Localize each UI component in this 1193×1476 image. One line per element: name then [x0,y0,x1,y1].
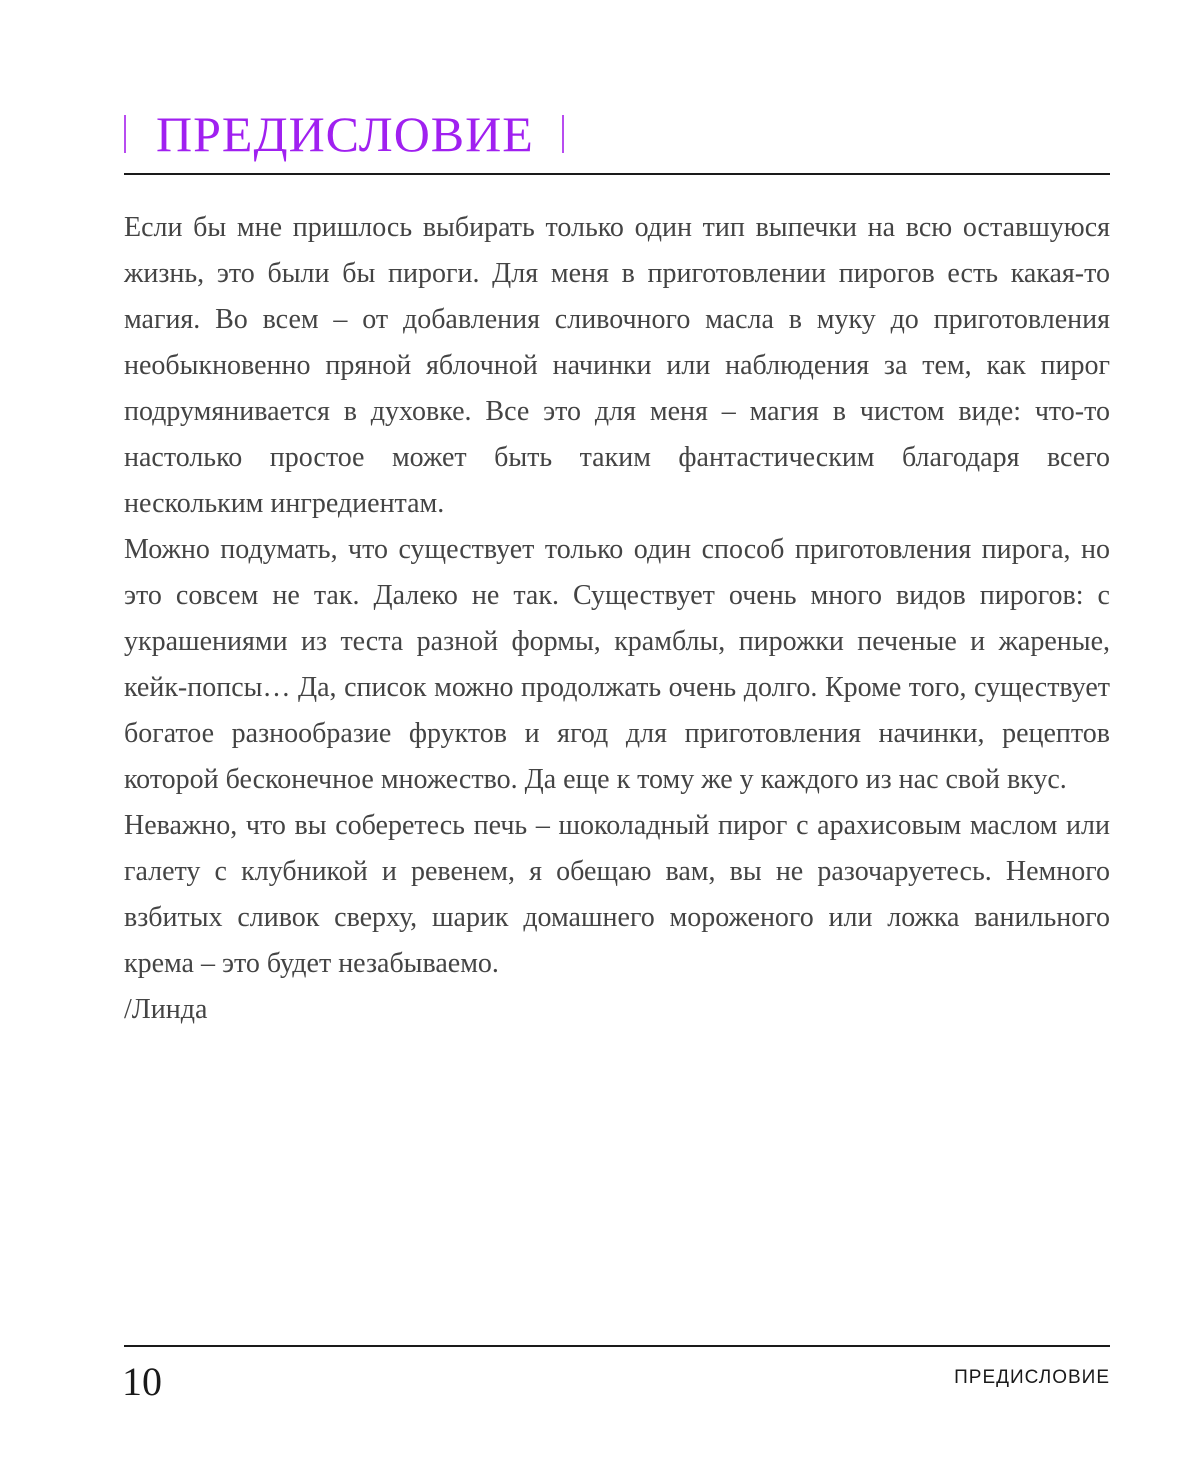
preface-body [124,205,1110,1033]
top-divider [124,173,1110,175]
running-head: ПРЕДИСЛОВИЕ [954,1367,1110,1388]
chapter-title: ПРЕДИСЛОВИЕ [156,106,534,162]
author-signature: /Линда [124,994,208,1025]
paragraph-3: Неважно, что вы соберетесь печь – шоколадный пирог с арахисовым маслом или галету с клубникой и ревенем, я обещаю вам, вы не разочаруетесь. Немного взбитых сливок сверху, шарик домашнего мороженого или ложка ванильного крема – это будет незабываемо. [124,810,1110,979]
bottom-divider [124,1345,1110,1347]
paragraph-2: Можно подумать, что существует только один способ приготовления пирога, но это совсем не так. Далеко не так. Существует очень много видов пирогов: с украшениями из теста разной формы, крамблы, пирожки печеные и жареные, кейк-попсы… Да, список можно продолжать очень долго. Кроме того, существует богатое разнообразие фруктов и ягод для приготовления начинки, рецептов которой бесконечное множество. Да еще к тому же у каждого из нас свой вкус. [124,534,1110,795]
heading-bar-left [124,115,126,153]
paragraph-1: Если бы мне пришлось выбирать только один тип выпечки на всю оставшуюся жизнь, это были бы пироги. Для меня в приготовлении пирогов есть какая-то магия. Во всем – от добавления сливочного масла в муку до приготовления необыкновенно пряной яблочной начинки или наблюдения за тем, как пирог подрумянивается в духовке. Все это для меня – магия в чистом виде: что-то настолько простое может быть таким фантастическим благодаря всего нескольким ингредиентам. [124,212,1110,519]
heading-bar-right [562,115,564,153]
page-number: 10 [122,1359,162,1404]
chapter-heading [124,104,1114,164]
